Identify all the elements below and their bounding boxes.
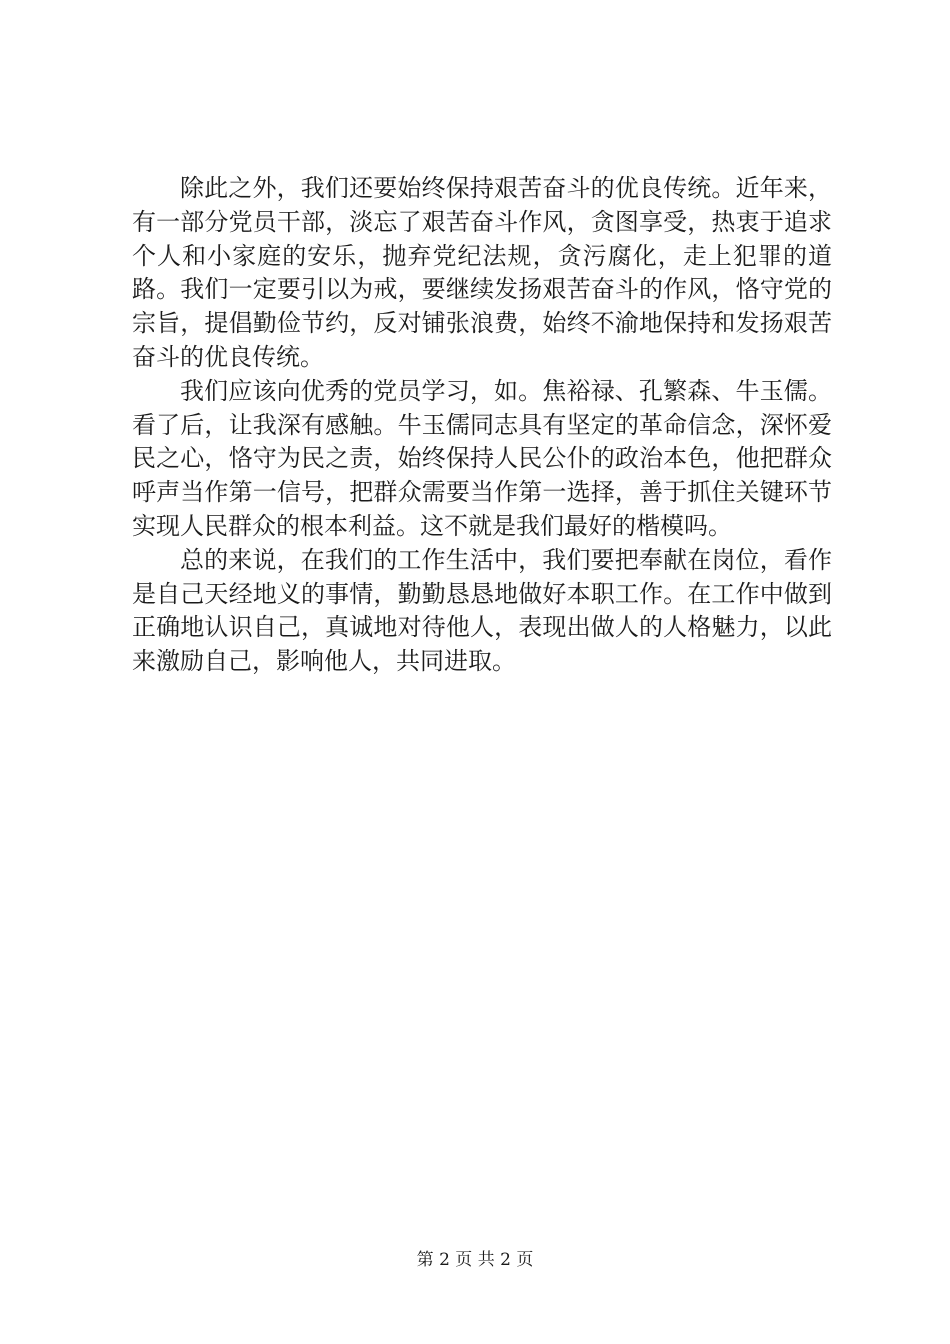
page-number-footer: 第 2 页 共 2 页 — [416, 1250, 534, 1270]
paragraph-hard-work: 除此之外，我们还要始终保持艰苦奋斗的优良传统。近年来，有一部分党员干部，淡忘了艰苦奋斗作风，贪图享受，热衷于追求个人和小家庭的安乐，抛弃党纪法规，贪污腐化，走上犯罪的道路。我们一定要引以为戒，要继续发扬艰苦奋斗的作风，恪守党的宗旨，提倡勤俭节约，反对铺张浪费，始终不渝地保持和发扬艰苦奋斗的优良传统。 — [132, 174, 832, 371]
document-body — [132, 172, 832, 679]
paragraph-role-models: 我们应该向优秀的党员学习，如。焦裕禄、孔繁森、牛玉儒。看了后，让我深有感触。牛玉儒同志具有坚定的革命信念，深怀爱民之心，恪守为民之责，始终保持人民公仆的政治本色，他把群众呼声当作第一信号，把群众需要当作第一选择，善于抓住关键环节实现人民群众的根本利益。这不就是我们最好的楷模吗。 — [132, 376, 832, 540]
paragraph-conclusion: 总的来说，在我们的工作生活中，我们要把奉献在岗位，看作是自己天经地义的事情，勤勤恳恳地做好本职工作。在工作中做到正确地认识自己，真诚地对待他人，表现出做人的人格魅力，以此来激励自己，影响他人，共同进取。 — [132, 545, 832, 676]
